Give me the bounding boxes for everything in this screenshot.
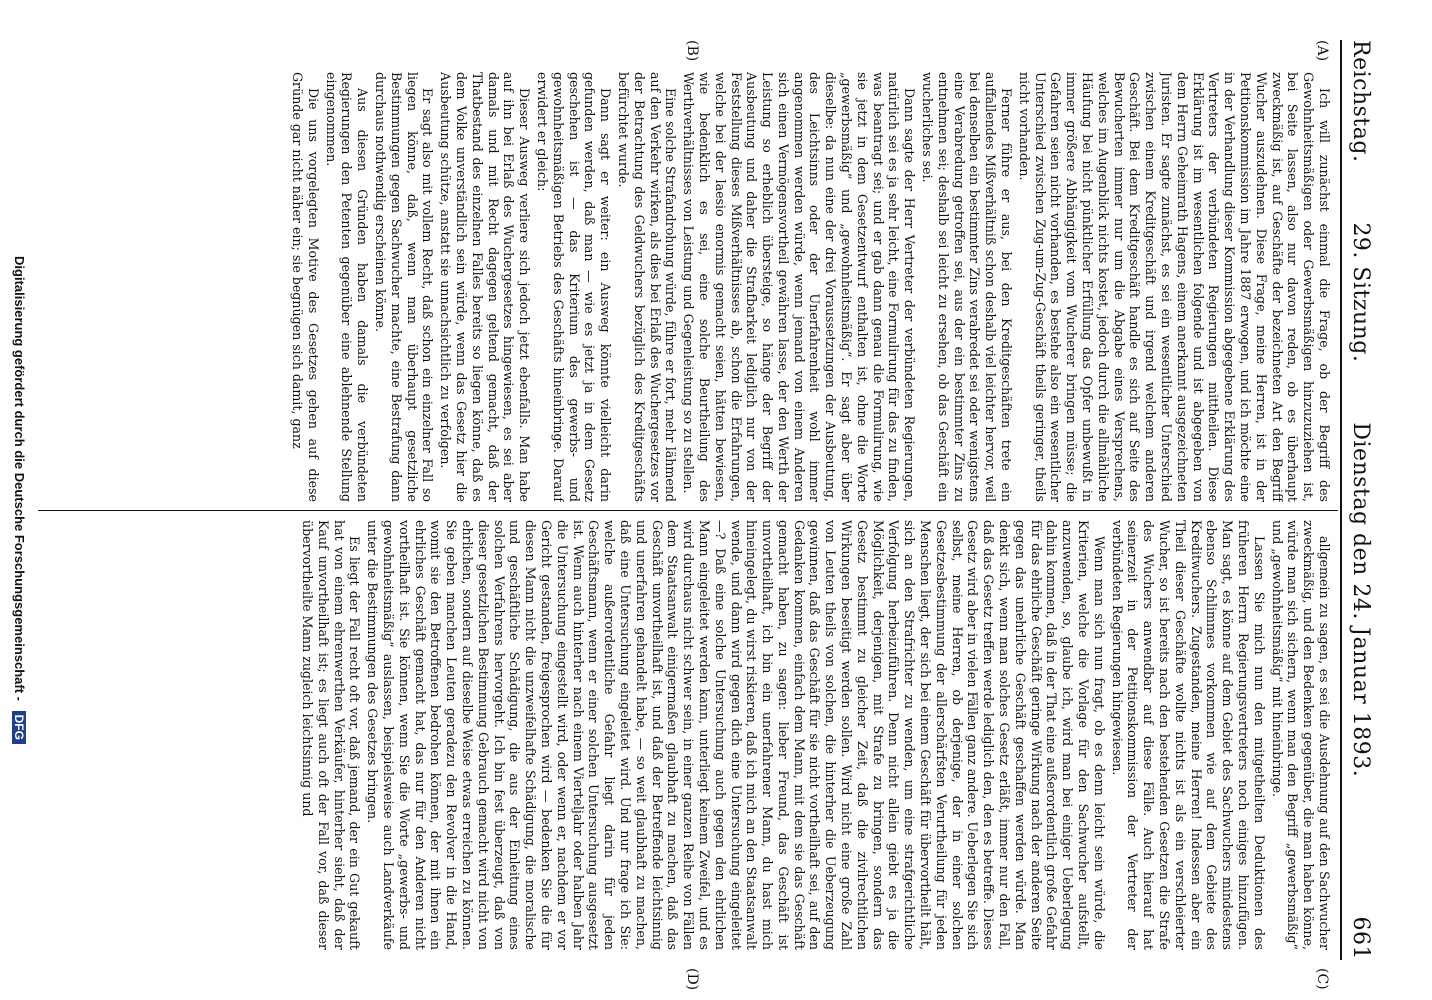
header-left (1348, 40, 1373, 777)
header-session: 29. Sitzung. (1348, 222, 1373, 363)
margin-marker-d: (D) (684, 968, 700, 991)
margin-marker-b: (B) (684, 40, 700, 62)
margin-marker-a: (A) (1314, 40, 1330, 62)
footer-text: Digitalisierung gefördert durch die Deutsche Forschungsgemeinschaft - (12, 256, 27, 701)
paragraph: Ich will zunächst einmal die Frage, ob der Begriff des Gewohnheitsmäßigen oder Gewerbsmäßigen hinzuzuziehen ist, bei Seite lassen, also nur davon reden, ob es überhaupt zweckmäßig ist, auf Geschäfte der bezeichneten Art den Begriff Wucher auszudehnen. Diese Frage, meine Herren, ist in der Petitionskommission im Jahre 1887 erwogen, und ich möchte eine in der Verhandlung dieser Kommission abgegebene Erklärung des Vertreters der verbündeten Regierungen mittheilen. Diese Erklärung ist im wesentlichen folgende und ist abgegeben von dem Herrn Geheimrath Hagens, einem anerkannt ausgezeichneten Juristen. Er sagte zunächst, es sei ein wesentlicher Unterschied zwischen einem Kreditgeschäft und irgend welchem anderen Geschäft. Bei dem Kreditgeschäft handle es sich auf Seite des Bewucherten immer nur um die Abgabe eines Versprechens, welches im Augenblick nichts kostet, jedoch durch die allmähliche Häufung bei nicht pünktlicher Erfüllung das Opfer unbewußt in immer größere Abhängigkeit vom Wucherer bringen müsse; die Gefahren seien nicht vorhanden, es bestehe also ein wesentlicher Unterschied zwischen Zug-um-Zug-Geschäft theils geringer, theils nicht vorhanden. (1016, 72, 1332, 502)
paragraph: Dann sagte der Herr Vertreter der verbündeten Regierungen, natürlich sei es ja sehr leicht, eine Formulirung für das zu finden, was beantragt sei; und er gab dann genau die Formulirung, wie sie jetzt in dem Gesetzentwurf enthalten ist, ohne die Worte „gewerbsmäßig“ und „gewohnheitsmäßig“. Er sagt aber über dieselbe: da nun eine der drei Voraussetzungen der Ausbeutung, des Leichtsinns oder der Unerfahrenheit wohl immer angenommen werden würde, wenn jemand von einem Anderen sich einen Vermögensvortheil gewähren lasse, der den Werth der Leistung so erheblich übersteige, so hänge der Begriff der Ausbeutung und daher die Strafbarkeit lediglich nur von der Feststellung dieses Mißverhältnisses ab, schon die Erfahrungen, welche bei der laesio enormis gemacht seien, hätten bewiesen, wie bedenklich es sei, eine solche Beurtheilung des Werthverhältnisses von Leistung und Gegenleistung so zu stellen. (681, 72, 918, 502)
paragraph: allgemein zu sagen, es sei die Ausdehnung auf den Sachwucher zweckmäßig, und den Bedenken gegenüber, die man haben könne, würde man sich sichern, wenn man den Begriff „gewerbsmäßig“ und „gewohnheitsmäßig“ mit hineinbringe. (1269, 520, 1332, 950)
paragraph: Aus diesen Gründen haben damals die verbündeten Regierungen den Petenten gegenüber eine ablehnende Stellung eingenommen. (323, 72, 371, 502)
page-number: 661 (1348, 916, 1373, 960)
header-title: Reichstag. (1348, 40, 1373, 163)
paragraph: Er sagt also mit vollem Recht, daß schon ein einzelner Fall so liegen könne, daß, wenn man überhaupt gesetzliche Bestimmungen gegen Sachwucher machte, eine Bestrafung dann durchaus nothwendig erscheinen könne. (372, 72, 436, 502)
right-column (52, 520, 1332, 950)
paragraph: Es liegt der Fall recht oft vor, daß jemand, der ein Gut gekauft hat von einem ehrenwerthen Verkäufer, hinterher sieht, daß der Kauf unvortheilhaft ist; es liegt auch oft der Fall vor, daß dieser übervortheilte Mann zugleich leichtsinnig und (300, 520, 363, 950)
left-column (52, 72, 1332, 502)
paragraph: Dieser Ausweg verliere sich jedoch jetzt ebenfalls. Man habe auf ihn bei Erlaß des Wuchergesetzes hingewiesen, es sei aber damals und mit Recht dagegen geltend gemacht, daß der Thatbestand des einzelnen Falles bereits so liegen könne, daß es dem Volke unverständlich sein würde, wenn das Gesetz hier die Ausbeutung schütze, anstatt sie unnachsichtlich zu verfolgen. (438, 72, 533, 502)
header-date: Dienstag den 24. Januar 1893. (1348, 422, 1373, 778)
dfg-logo: DFG (12, 711, 26, 744)
paragraph: Wenn man sich nun fragt, ob es denn leicht sein würde, die Kriterien, welche die Vorlage für den Sachwucher aufstellt, anzuwenden, so, glaube ich, wird man bei einiger Ueberlegung dahin kommen, daß in der That eine außerordentlich große Gefahr für das ehrliche Geschäft geringe Wirkung nach der anderen Seite gegen das unehrliche Geschäft geschaffen werden würde. Man denkt sich, wenn man solches Gesetz erläßt, immer nur den Fall, daß das Gesetz treffen werde lediglich den, den es betreffe. Dieses Gesetz wird aber in vielen Fällen ganz andere. Ueberlegen Sie sich selbst, meine Herren, ob derjenige, der in einer solchen Gesetzesbestimmung der allerschärfsten Verurtheilung für jeden Menschen liegt, der sich bei einem Geschäft für übervortheilt hält, sich an den Strafrichter zu wenden, um eine strafgerichtliche Verfolgung herbeizuführen. Denn nicht allein giebt es ja die Möglichkeit, derjenigen, mit Strafe zu bringen, sondern das Gesetz bestimmt zu gleicher Zeit, daß die zivilrechtlichen Wirkungen beseitigt werden sollen. Wird nicht eine große Zahl von Leuten theils von solchen, die hinterher die Ueberzeugung gewinnen, daß das Geschäft für sie nicht vortheilhaft sei, auf den Gedanken kommen, einfach dem Mann, mit dem sie das Geschäft gemacht haben, zu sagen: lieber Freund, das Geschäft ist unvortheilhaft, ich bin ein unerfahrener Mann, du hast mich hineingelegt, du wirst riskieren, daß ich mich an den Staatsanwalt wende, und dann wird gegen dich eine Untersuchung eingeleitet —? Daß eine solche Untersuchung auch gegen den ehrlichen Mann eingeleitet werden kann, unterliegt keinem Zweifel, und es wird durchaus nicht schwer sein, in einer ganzen Reihe von Fällen dem Staatsanwalt einigermaßen glaubhaft zu machen, daß das Geschäft unvortheilhaft ist, und daß der Betreffende leichtsinnig und unerfahren gehandelt habe, — so weit glaubhaft zu machen, daß eine Untersuchung eingeleitet wird. Und nur frage ich Sie: welche außerordentliche Gefahr liegt darin für jeden Geschäftsmann, wenn er einer solchen Untersuchung ausgesetzt ist. Wenn auch hinterher nach einem Vierteljahr oder halben Jahr die Untersuchung eingestellt wird, oder wenn er, nachdem er vor Gericht gestanden, freigesprochen wird — bedenken Sie die für diesen Mann nicht die unzweifelhafte Schädigung, die moralische und geschäftliche Schädigung, die aus der Einleitung eines solchen Verfahrens hervorgeht. Ich bin fest überzeugt, daß von dieser gesetzlichen Bestimmung Gebrauch gemacht wird nicht von ehrlichen, sondern auf dieselbe Weise etwas erreichen zu können. Sie geben manchen Leuten geradezu den Revolver in die Hand, womit sie den Betroffenen bedrohen können, der mit ihnen ein ehrliches Geschäft gemacht hat, das nur für den Anderen nicht vortheilhaft ist. Sie können, wenn Sie die Worte „gewerbs- und gewohnheitsmäßig“ auslassen, beispielsweise auch Landverkäufe unter die Bestimmungen des Gesetzes bringen. (365, 520, 1107, 950)
paragraph: Lassen Sie mich nun den mitgetheilten Deduktionen des früheren Herrn Regierungsvertreters noch einiges hinzufügen. Man sagt, es könne auf dem Gebiet des Sachwuchers mindestens ebenso Schlimmes vorkommen wie auf dem Gebiete des Kreditwuchers. Zugestanden, meine Herren! Indessen aber ein Theil dieser Geschäfte wollte nichts ist als ein verschleierter Wucher, so ist bereits nach den bestehenden Gesetzen die Strafe des Wuchers anwendbar auf diese Fälle. Auch hierauf hat seinerzeit in der Petitionskommission der Vertreter der verbündeten Regierungen hingewiesen. (1109, 520, 1267, 950)
paragraph: Eine solche Strafandrohung würde, führe er fort, mehr lähmend auf den Verkehr wirken, als dies bei Erlaß des Wuchergesetzes vor der Betrachtung des Geldwuchers bezüglich des Kreditgeschäfts befürchtet wurde. (615, 72, 679, 502)
margin-marker-c: (C) (1314, 968, 1330, 990)
paragraph: Die uns vorgelegten Motive des Gesetzes gehen auf diese Gründe gar nicht näher ein; sie begnügen sich damit, ganz (290, 72, 321, 502)
header-rule (1340, 40, 1342, 960)
page-header (1348, 40, 1388, 960)
column-divider (38, 510, 1338, 511)
paragraph: Dann sagt er weiter: ein Ausweg könnte vielleicht darin gefunden werden, daß man — wie es jetzt ja in dem Gesetz geschehen ist — das Kriterium des gewerbs- und gewohnheitsmäßigen Betriebs des Geschäfts hineinbringe. Darauf erwidert er gleich: (534, 72, 614, 502)
digitization-footer (12, 0, 27, 1000)
paragraph: Ferner führe er aus, bei den Kreditgeschäften trete ein auffallendes Mißverhältniß schon deshalb viel leichter hervor, weil bei denselben ein bestimmter Zins verabredet sei oder wenigstens eine Verabredung getroffen sei, aus der ein bestimmter Zins zu entnehmen sei; deshalb sei leicht zu ersehen, ob das Geschäft ein wucherliches sei. (920, 72, 1015, 502)
